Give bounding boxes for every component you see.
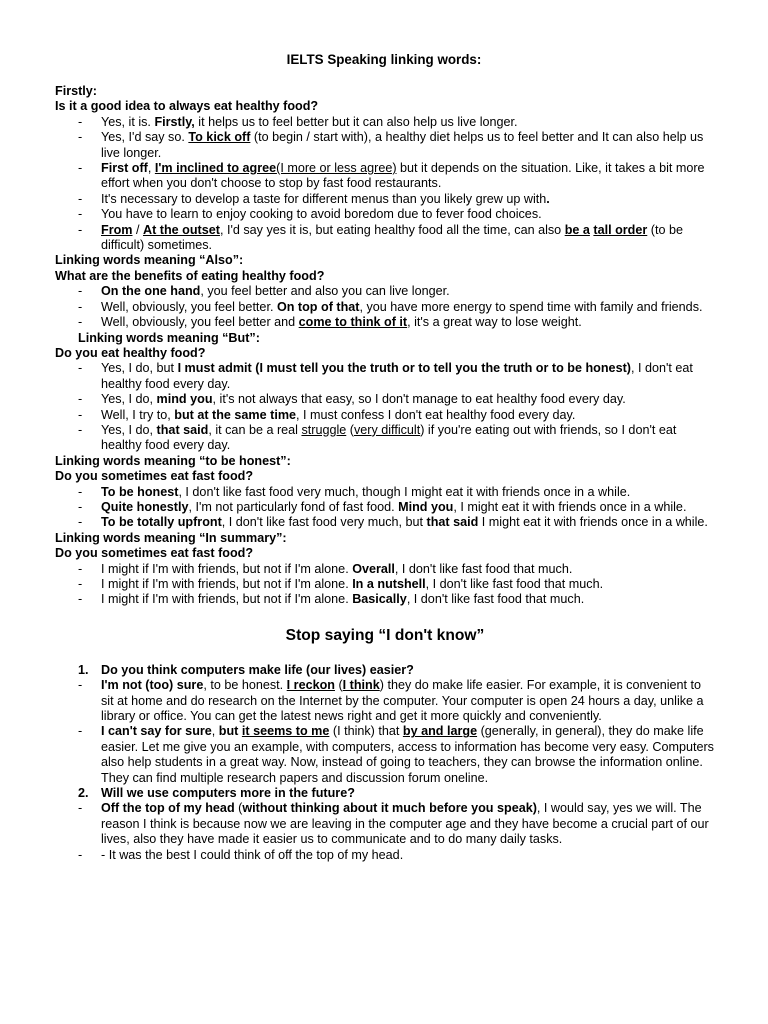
text: , I'm not particularly fond of fast food. xyxy=(188,499,399,514)
list-item xyxy=(55,562,715,577)
list-item xyxy=(55,500,715,515)
page-title: IELTS Speaking linking words: xyxy=(286,52,482,67)
text: , I don't eat healthy food every day. xyxy=(101,361,693,391)
text: it helps us to feel better but it can also help us live longer. xyxy=(194,114,518,129)
idiom: tall order xyxy=(593,222,648,237)
linking-phrase: On top of that xyxy=(276,299,360,314)
list-item xyxy=(55,223,715,254)
text: / xyxy=(132,222,143,237)
text: I might if I'm with friends, but not if I'm alone. xyxy=(101,561,353,576)
section-label: Linking words meaning “In summary”: xyxy=(55,530,287,545)
list-item xyxy=(55,361,715,392)
text: Yes, I do, xyxy=(101,422,157,437)
answer-list xyxy=(55,284,715,330)
text: , you have more energy to spend time with family and friends. xyxy=(359,299,703,314)
section-question: Do you sometimes eat fast food? xyxy=(55,546,254,561)
list-item xyxy=(55,284,715,299)
list-item xyxy=(55,515,715,530)
section-label: Linking words meaning “to be honest”: xyxy=(55,453,291,468)
list-item xyxy=(55,130,715,161)
list-item xyxy=(55,300,715,315)
linking-phrase: come to think of it xyxy=(298,315,408,330)
linking-phrase: On the one hand xyxy=(101,284,201,299)
linking-phrase: I'm not (too) sure xyxy=(101,678,204,693)
list-item xyxy=(55,408,715,423)
text: , I don't like fast food that much. xyxy=(394,561,573,576)
linking-phrase: From xyxy=(101,222,133,237)
list-item xyxy=(55,423,715,454)
section-question: Do you eat healthy food? xyxy=(55,345,206,360)
linking-phrase: First off xyxy=(101,161,148,176)
question-text: Do you think computers make life (our lives) easier? xyxy=(101,662,414,677)
section-label: Linking words meaning “But”: xyxy=(78,330,260,345)
linking-phrase: To kick off xyxy=(188,130,251,145)
linking-phrase: but xyxy=(218,724,239,739)
text: , I might eat it with friends once in a while. xyxy=(453,499,687,514)
numbered-question xyxy=(55,786,715,801)
text: , I'd say yes it is, but eating healthy food all the time, can also xyxy=(219,222,565,237)
text: , to be honest. xyxy=(203,678,287,693)
answer-list xyxy=(55,678,715,786)
text: , you feel better and also you can live longer. xyxy=(200,284,450,299)
text: It's necessary to develop a taste for different menus than you likely grew up with xyxy=(101,191,547,206)
section-question: What are the benefits of eating healthy food? xyxy=(55,268,325,283)
linking-phrase: mind you xyxy=(156,392,213,407)
linking-phrase: but at the same time xyxy=(174,407,297,422)
text: (I think) that xyxy=(329,724,403,739)
text: I might eat it with friends once in a while. xyxy=(478,515,708,530)
text: , it's not always that easy, so I don't manage to eat healthy food every day. xyxy=(212,392,626,407)
linking-phrase: To be totally upfront xyxy=(101,515,222,530)
definition: without thinking about it much before you speak) xyxy=(242,801,537,816)
text: Yes, I do, but xyxy=(101,361,178,376)
linking-phrase: I can't say for sure xyxy=(101,724,212,739)
linking-phrase: Basically xyxy=(352,592,407,607)
text: , it's a great way to lose weight. xyxy=(407,315,582,330)
definition: very difficult xyxy=(353,422,421,437)
answer-list xyxy=(55,562,715,608)
answer-list xyxy=(55,801,715,863)
linking-phrase: Firstly, xyxy=(154,114,195,129)
text: , I don't like fast food very much, but xyxy=(221,515,427,530)
definition: I must tell you the truth or to tell you the truth or to be honest) xyxy=(259,361,631,376)
section-question: Is it a good idea to always eat healthy food? xyxy=(55,99,319,114)
list-item xyxy=(55,207,715,222)
text: , I don't like fast food that much. xyxy=(425,577,604,591)
section-question: Do you sometimes eat fast food? xyxy=(55,469,254,484)
text: ( xyxy=(334,678,343,693)
text: (to be difficult) sometimes. xyxy=(101,222,683,253)
text: , I don't like fast food that much. xyxy=(406,592,585,607)
linking-phrase: I reckon xyxy=(286,678,335,693)
text: , xyxy=(147,161,155,176)
text: , I would say, yes we will. The reason I think is because now we are leaving in the computer age and they have become a crucial part of our lives, also they have made it easier us to communicate and to do many daily tasks. xyxy=(101,801,709,847)
text: You have to learn to enjoy cooking to avoid boredom due to fever food choices. xyxy=(101,207,542,222)
linking-phrase: that said xyxy=(426,515,479,530)
numbered-question xyxy=(55,663,715,678)
linking-phrase: I must admit xyxy=(177,361,252,376)
text: Well, obviously, you feel better and xyxy=(101,315,299,330)
section-label: Linking words meaning “Also”: xyxy=(55,253,244,268)
linking-phrase: To be honest xyxy=(101,484,179,499)
list-item xyxy=(55,192,715,207)
text: ( xyxy=(234,801,243,816)
linking-phrase: I'm inclined to agree xyxy=(154,161,277,176)
linking-phrase: it seems to me xyxy=(241,724,330,739)
text: ( xyxy=(346,422,354,437)
list-item xyxy=(55,315,715,330)
linking-phrase: I think xyxy=(342,678,380,693)
text: , I don't like fast food very much, though I might eat it with friends once in a while. xyxy=(178,484,631,499)
list-item xyxy=(55,577,715,592)
text: , xyxy=(211,724,219,739)
text: . xyxy=(546,191,550,206)
text: (to begin / start with), a healthy diet helps us to feel better and It can also help us live longer. xyxy=(101,130,704,160)
vocab-word: struggle xyxy=(301,422,347,437)
text: I might if I'm with friends, but not if I'm alone. xyxy=(101,592,353,607)
linking-phrase: by and large xyxy=(402,724,478,739)
linking-phrase: that said xyxy=(156,422,209,437)
linking-phrase: Overall xyxy=(352,561,395,576)
text: ) if you're eating out with friends, so I don't eat healthy food every day. xyxy=(101,422,677,453)
text: Yes, I'd say so. xyxy=(101,130,189,145)
linking-phrase: At the outset xyxy=(142,222,220,237)
list-item xyxy=(55,801,715,847)
list-item xyxy=(55,724,715,786)
text: Yes, it is. xyxy=(101,114,155,129)
section-heading: Stop saying “I don't know” xyxy=(285,626,485,644)
text: ) they do make life easier. For example, it is convenient to sit at home and do research on the Internet by the computer. Your computer is open 24 hours a day, unlike a library or office. You can get the latest news right and get it more quickly and conveniently. xyxy=(101,678,704,724)
text: , I must confess I don't eat healthy food every day. xyxy=(296,407,576,422)
list-item xyxy=(55,678,715,724)
linking-phrase: Quite honestly xyxy=(101,499,189,514)
section-label: Firstly: xyxy=(55,84,97,98)
answer-list xyxy=(55,361,715,453)
text: - It was the best I could think of off the top of my head. xyxy=(101,847,404,862)
list-item xyxy=(55,848,715,863)
linking-phrase: Mind you xyxy=(398,499,454,514)
answer-list xyxy=(55,485,715,531)
text: (generally, in general), they do make life easier. Let me give you an example, with computers, access to information has become very easy. Computers also help students in a great way. Now, instead of going to teachers, they can browse the information online. They can find multiple research papers and discussion forum oneline. xyxy=(101,724,714,785)
definition: (I more or less agree) xyxy=(276,161,397,176)
question-number: 2. xyxy=(78,786,89,801)
linking-phrase: In a nutshell xyxy=(352,577,426,591)
list-item xyxy=(55,485,715,500)
idiom: be a xyxy=(564,222,590,237)
text: Well, obviously, you feel better. xyxy=(101,299,277,314)
document-body xyxy=(55,84,715,863)
text: I might if I'm with friends, but not if I'm alone. xyxy=(101,577,353,591)
linking-phrase: Off the top of my head xyxy=(101,801,235,816)
list-item xyxy=(55,392,715,407)
question-text: Will we use computers more in the future? xyxy=(101,786,355,801)
list-item xyxy=(55,115,715,130)
question-number: 1. xyxy=(78,662,89,677)
answer-list xyxy=(55,115,715,254)
text: but it depends on the situation. Like, it takes a bit more effort when you don't choose to stop by fast food restaurants. xyxy=(101,161,705,191)
text: Yes, I do, xyxy=(101,392,157,407)
text: ( xyxy=(251,361,260,376)
text: Well, I try to, xyxy=(101,407,175,422)
list-item xyxy=(55,592,715,607)
text: , it can be a real xyxy=(208,422,302,437)
list-item xyxy=(55,161,715,192)
